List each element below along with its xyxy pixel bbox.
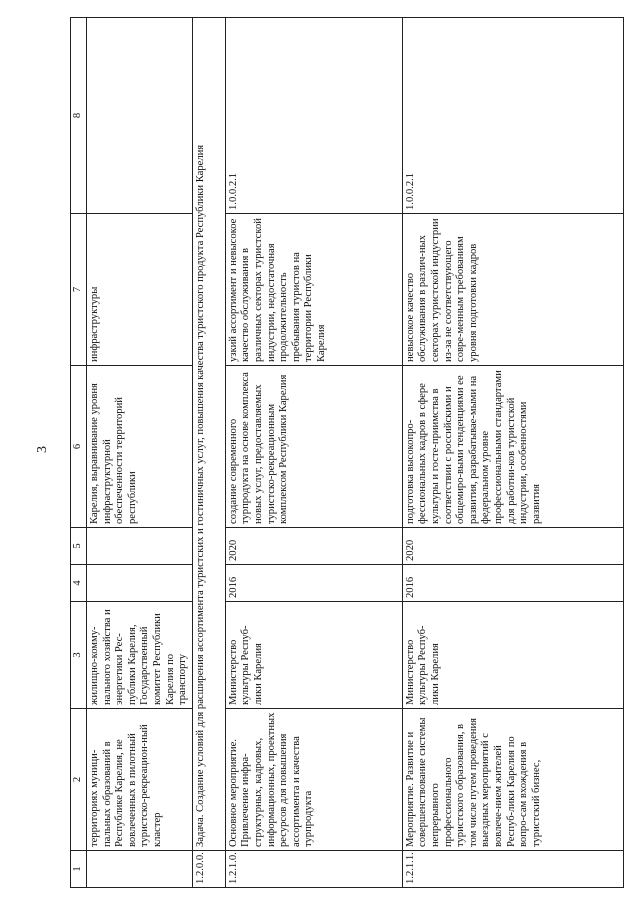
landscape-page — [70, 18, 618, 888]
header-cell: 1 — [71, 851, 87, 888]
start-year: 2016 — [225, 565, 402, 602]
header-cell: 4 — [71, 565, 87, 602]
header-cell: 5 — [71, 528, 87, 565]
responsible-executor: Министерство культуры Респуб-лики Карелия — [402, 602, 623, 709]
measure-name: Мероприятие. Развитие и совершенствование системы непрерывного профессионального туристского образования, в том числе путем проведения выездных мероприятий с вовлече-нием жителей Респуб-лики Карелия по вопро-сам вхождения в туристский бизнес, — [402, 709, 623, 851]
table-row — [402, 18, 623, 888]
table-row — [87, 18, 193, 888]
task-text: Задача. Создание условий для расширения ассортимента туристских и гостиничных услуг, повышения качества туристского продукта Республики Карелия — [192, 18, 225, 851]
start-year: 2016 — [402, 565, 623, 602]
row-code: 1.2.1.0. — [225, 851, 402, 888]
task-code: 1.2.0.0. — [192, 851, 225, 888]
header-cell: 2 — [71, 709, 87, 851]
start-year — [87, 565, 193, 602]
consequences: узкий ассортимент и невысокое качество обслуживания в различных секторах туристской индустрии, недостаточная продолжительность пребывания туристов на территории Республики Карелия — [225, 214, 402, 366]
indicator-link — [87, 18, 193, 214]
measure-name: территориях муници-пальных образований в Республике Карелия, не вовлеченных в пилотный туристско-рекреацион-ный кластер — [87, 709, 193, 851]
table-row — [225, 18, 402, 888]
end-year — [87, 528, 193, 565]
expected-result: Карелия, выравнивание уровня инфраструктурной обеспеченности территорий республики — [87, 366, 193, 528]
row-code: 1.2.1.1. — [402, 851, 623, 888]
header-cell: 8 — [71, 18, 87, 214]
expected-result: подготовка высокопро-фессиональных кадров в сфере культуры и госте-приимства в соответствии с российскими и общемиро-выми тенденциями ее развития, разрабатывае-мыми на федеральном уровне профессиональными стандартами для работни-ков туристской индустрии, особенностями развития — [402, 366, 623, 528]
indicator-link: 1.0.0.2.1 — [402, 18, 623, 214]
indicator-link: 1.0.0.2.1 — [225, 18, 402, 214]
expected-result: создание современного турпродукта на основе комплекса новых услуг, предоставляемых туристско-рекреационным комплексом Республики Карелия — [225, 366, 402, 528]
page-number: 3 — [35, 446, 50, 453]
consequences: невысокое качество обслуживания в различ-ных секторах туристской индустрии из-за не соответствующего совре-менным требованиям уровня подготовки кадров — [402, 214, 623, 366]
program-table — [70, 17, 624, 888]
header-cell: 7 — [71, 214, 87, 366]
consequences: инфраструктуры — [87, 214, 193, 366]
task-row — [192, 18, 225, 888]
header-cell: 6 — [71, 366, 87, 528]
responsible-executor: жилищно-комму-нального хозяйства и энергетики Рес-публики Карелия, Государственный комитет Республики Карелия по транспорту — [87, 602, 193, 709]
header-cell: 3 — [71, 602, 87, 709]
responsible-executor: Министерство культуры Респуб-лики Карелия — [225, 602, 402, 709]
end-year: 2020 — [402, 528, 623, 565]
row-code — [87, 851, 193, 888]
header-row — [71, 18, 87, 888]
measure-name: Основное мероприятие. Привлечение инфра-структурных, кадровых, информационных, проектных ресурсов для повышения ассортимента и качества турпродукта — [225, 709, 402, 851]
end-year: 2020 — [225, 528, 402, 565]
